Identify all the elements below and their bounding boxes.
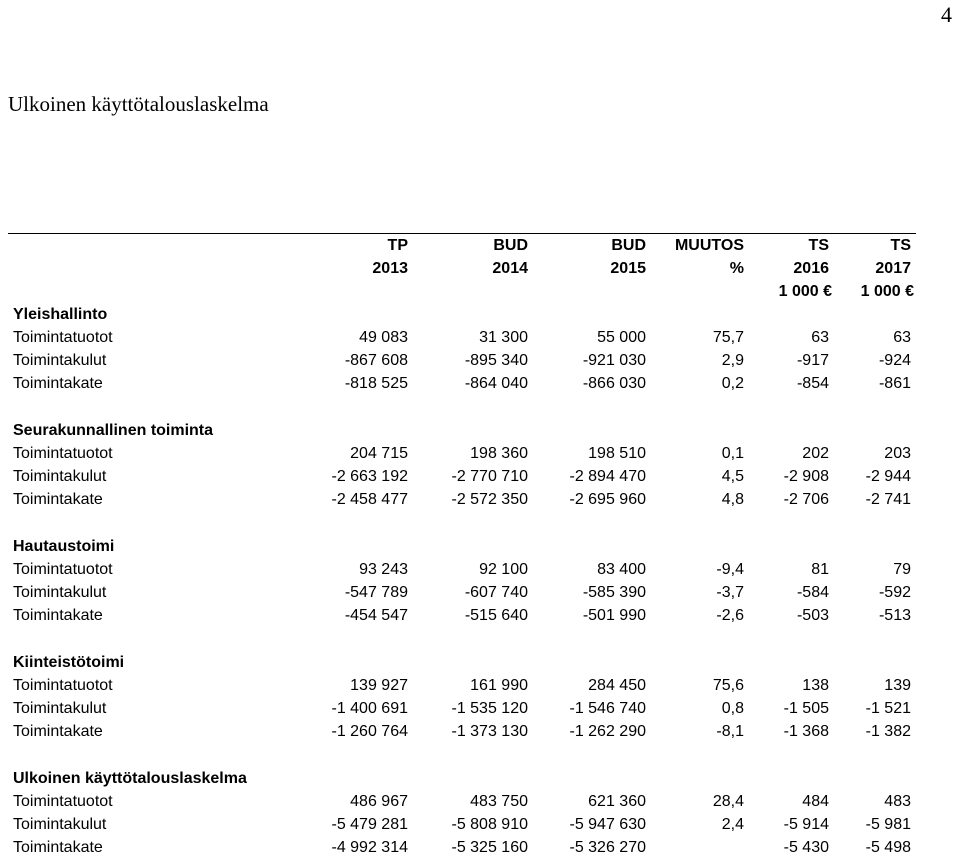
cell-tp-2013: -2 663 192 bbox=[331, 468, 408, 485]
column-year-bud-2015: 2015 bbox=[610, 260, 646, 277]
section-heading-row bbox=[0, 651, 960, 674]
cell-ts-2017: -1 521 bbox=[865, 700, 911, 717]
table-row bbox=[0, 813, 960, 836]
page-number: 4 bbox=[941, 2, 952, 27]
column-header-row bbox=[0, 234, 960, 257]
cell-ts-2016: -503 bbox=[796, 607, 829, 624]
cell-bud-2015: -2 695 960 bbox=[569, 491, 646, 508]
table-row bbox=[0, 488, 960, 511]
cell-bud-2014: -607 740 bbox=[464, 584, 528, 601]
cell-ts-2017: 63 bbox=[893, 329, 911, 346]
cell-tp-2013: 139 927 bbox=[350, 677, 408, 694]
row-label: Toimintakulut bbox=[13, 584, 107, 601]
table-row bbox=[0, 558, 960, 581]
row-label: Toimintatuotot bbox=[13, 677, 113, 694]
row-label: Toimintakulut bbox=[13, 468, 107, 485]
row-label: Toimintakate bbox=[13, 723, 103, 740]
table-row bbox=[0, 349, 960, 372]
cell-ts-2017: 79 bbox=[893, 561, 911, 578]
cell-muutos: 0,8 bbox=[721, 700, 744, 717]
cell-bud-2014: -895 340 bbox=[464, 352, 528, 369]
cell-bud-2015: 284 450 bbox=[588, 677, 646, 694]
cell-ts-2017: -2 944 bbox=[865, 468, 911, 485]
row-label: Toimintakate bbox=[13, 375, 103, 392]
cell-ts-2016: -5 430 bbox=[783, 839, 829, 856]
section-heading-row bbox=[0, 303, 960, 326]
cell-bud-2014: -1 373 130 bbox=[451, 723, 528, 740]
cell-bud-2015: -1 262 290 bbox=[569, 723, 646, 740]
cell-tp-2013: -1 260 764 bbox=[331, 723, 408, 740]
section-heading: Yleishallinto bbox=[13, 306, 108, 323]
section-heading: Kiinteistötoimi bbox=[13, 654, 125, 671]
cell-muutos: 4,5 bbox=[721, 468, 744, 485]
cell-muutos: 2,4 bbox=[721, 816, 744, 833]
section-heading-row bbox=[0, 767, 960, 790]
cell-ts-2017: -2 741 bbox=[865, 491, 911, 508]
column-header-muutos: MUUTOS bbox=[674, 237, 744, 254]
column-header-bud-2015: BUD bbox=[611, 237, 646, 254]
column-header-bud-2014: BUD bbox=[493, 237, 528, 254]
section-heading: Ulkoinen käyttötalouslaskelma bbox=[13, 770, 247, 787]
row-label: Toimintatuotot bbox=[13, 329, 113, 346]
cell-bud-2015: -2 894 470 bbox=[569, 468, 646, 485]
cell-bud-2014: 31 300 bbox=[479, 329, 528, 346]
cell-bud-2015: 621 360 bbox=[588, 793, 646, 810]
table-row bbox=[0, 697, 960, 720]
column-year-bud-2014: 2014 bbox=[492, 260, 528, 277]
cell-ts-2017: 139 bbox=[884, 677, 911, 694]
cell-ts-2016: 484 bbox=[802, 793, 829, 810]
cell-tp-2013: -867 608 bbox=[344, 352, 408, 369]
cell-tp-2013: 49 083 bbox=[359, 329, 408, 346]
table-row bbox=[0, 604, 960, 627]
cell-ts-2016: -5 914 bbox=[783, 816, 829, 833]
cell-bud-2014: -2 572 350 bbox=[451, 491, 528, 508]
column-header-ts-2016: TS bbox=[808, 237, 829, 254]
cell-tp-2013: -547 789 bbox=[344, 584, 408, 601]
cell-ts-2017: -924 bbox=[878, 352, 911, 369]
column-year-row bbox=[0, 257, 960, 280]
budget-table bbox=[0, 234, 960, 859]
cell-bud-2014: -5 325 160 bbox=[451, 839, 528, 856]
cell-ts-2016: -2 706 bbox=[783, 491, 829, 508]
column-header-ts-2017: TS bbox=[890, 237, 911, 254]
table-row bbox=[0, 790, 960, 813]
cell-muutos: 28,4 bbox=[712, 793, 744, 810]
cell-bud-2014: -515 640 bbox=[464, 607, 528, 624]
table-body bbox=[0, 303, 960, 859]
row-label: Toimintakate bbox=[13, 839, 103, 856]
row-label: Toimintatuotot bbox=[13, 561, 113, 578]
cell-ts-2016: -1 368 bbox=[783, 723, 829, 740]
cell-ts-2017: -513 bbox=[878, 607, 911, 624]
cell-ts-2017: 483 bbox=[884, 793, 911, 810]
cell-tp-2013: 93 243 bbox=[359, 561, 408, 578]
cell-muutos: -9,4 bbox=[716, 561, 744, 578]
column-unit-ts-2017: 1 000 € bbox=[860, 283, 914, 300]
cell-tp-2013: 204 715 bbox=[350, 445, 408, 462]
cell-bud-2015: -501 990 bbox=[582, 607, 646, 624]
cell-ts-2016: -1 505 bbox=[783, 700, 829, 717]
row-label: Toimintatuotot bbox=[13, 445, 113, 462]
cell-ts-2017: -1 382 bbox=[865, 723, 911, 740]
cell-bud-2014: 198 360 bbox=[470, 445, 528, 462]
section-heading: Hautaustoimi bbox=[13, 538, 115, 555]
cell-bud-2014: 483 750 bbox=[470, 793, 528, 810]
cell-bud-2015: -866 030 bbox=[582, 375, 646, 392]
cell-bud-2015: -585 390 bbox=[582, 584, 646, 601]
row-label: Toimintakate bbox=[13, 491, 103, 508]
row-label: Toimintakate bbox=[13, 607, 103, 624]
section-spacer bbox=[0, 627, 960, 651]
cell-bud-2015: 198 510 bbox=[588, 445, 646, 462]
cell-bud-2015: -1 546 740 bbox=[569, 700, 646, 717]
section-heading-row bbox=[0, 419, 960, 442]
table-row bbox=[0, 465, 960, 488]
cell-tp-2013: 486 967 bbox=[350, 793, 408, 810]
cell-muutos: 0,2 bbox=[721, 375, 744, 392]
cell-ts-2016: 202 bbox=[802, 445, 829, 462]
cell-ts-2017: -861 bbox=[878, 375, 911, 392]
cell-ts-2017: -5 498 bbox=[865, 839, 911, 856]
cell-bud-2015: 83 400 bbox=[597, 561, 646, 578]
table-row bbox=[0, 581, 960, 604]
cell-ts-2016: -917 bbox=[796, 352, 829, 369]
section-spacer bbox=[0, 395, 960, 419]
cell-tp-2013: -454 547 bbox=[344, 607, 408, 624]
cell-tp-2013: -818 525 bbox=[344, 375, 408, 392]
section-heading: Seurakunnallinen toiminta bbox=[13, 422, 214, 439]
cell-ts-2016: -584 bbox=[796, 584, 829, 601]
cell-muutos: 0,1 bbox=[721, 445, 744, 462]
cell-muutos: -3,7 bbox=[716, 584, 744, 601]
cell-bud-2015: 55 000 bbox=[597, 329, 646, 346]
cell-bud-2014: -1 535 120 bbox=[451, 700, 528, 717]
cell-ts-2016: 138 bbox=[802, 677, 829, 694]
table-row bbox=[0, 836, 960, 859]
section-spacer bbox=[0, 511, 960, 535]
cell-ts-2016: -854 bbox=[796, 375, 829, 392]
row-label: Toimintatuotot bbox=[13, 793, 113, 810]
row-label: Toimintakulut bbox=[13, 352, 107, 369]
cell-muutos: 75,7 bbox=[712, 329, 744, 346]
cell-tp-2013: -4 992 314 bbox=[331, 839, 408, 856]
cell-muutos: -8,1 bbox=[716, 723, 744, 740]
table-row bbox=[0, 442, 960, 465]
row-label: Toimintakulut bbox=[13, 816, 107, 833]
section-spacer bbox=[0, 743, 960, 767]
cell-bud-2015: -921 030 bbox=[582, 352, 646, 369]
cell-ts-2016: 63 bbox=[811, 329, 829, 346]
row-label: Toimintakulut bbox=[13, 700, 107, 717]
cell-bud-2014: -864 040 bbox=[464, 375, 528, 392]
cell-ts-2016: 81 bbox=[811, 561, 829, 578]
cell-muutos: 2,9 bbox=[721, 352, 744, 369]
cell-bud-2014: -5 808 910 bbox=[451, 816, 528, 833]
cell-ts-2017: -592 bbox=[878, 584, 911, 601]
cell-muutos: 4,8 bbox=[721, 491, 744, 508]
table-row bbox=[0, 674, 960, 697]
column-unit-row bbox=[0, 280, 960, 303]
cell-ts-2017: -5 981 bbox=[865, 816, 911, 833]
column-percent-muutos: % bbox=[729, 260, 744, 277]
column-year-ts-2017: 2017 bbox=[875, 260, 911, 277]
column-year-tp: 2013 bbox=[372, 260, 408, 277]
table-row bbox=[0, 720, 960, 743]
table-row bbox=[0, 326, 960, 349]
cell-bud-2015: -5 947 630 bbox=[569, 816, 646, 833]
cell-bud-2014: -2 770 710 bbox=[451, 468, 528, 485]
cell-tp-2013: -5 479 281 bbox=[331, 816, 408, 833]
cell-bud-2014: 92 100 bbox=[479, 561, 528, 578]
section-heading-row bbox=[0, 535, 960, 558]
column-year-ts-2016: 2016 bbox=[793, 260, 829, 277]
cell-ts-2016: -2 908 bbox=[783, 468, 829, 485]
cell-tp-2013: -1 400 691 bbox=[331, 700, 408, 717]
cell-muutos: 75,6 bbox=[712, 677, 744, 694]
cell-bud-2014: 161 990 bbox=[470, 677, 528, 694]
document-title: Ulkoinen käyttötalouslaskelma bbox=[8, 92, 269, 116]
cell-muutos: -2,6 bbox=[716, 607, 744, 624]
table-row bbox=[0, 372, 960, 395]
cell-ts-2017: 203 bbox=[884, 445, 911, 462]
column-unit-ts-2016: 1 000 € bbox=[778, 283, 832, 300]
cell-bud-2015: -5 326 270 bbox=[569, 839, 646, 856]
cell-tp-2013: -2 458 477 bbox=[331, 491, 408, 508]
column-header-tp: TP bbox=[387, 237, 408, 254]
